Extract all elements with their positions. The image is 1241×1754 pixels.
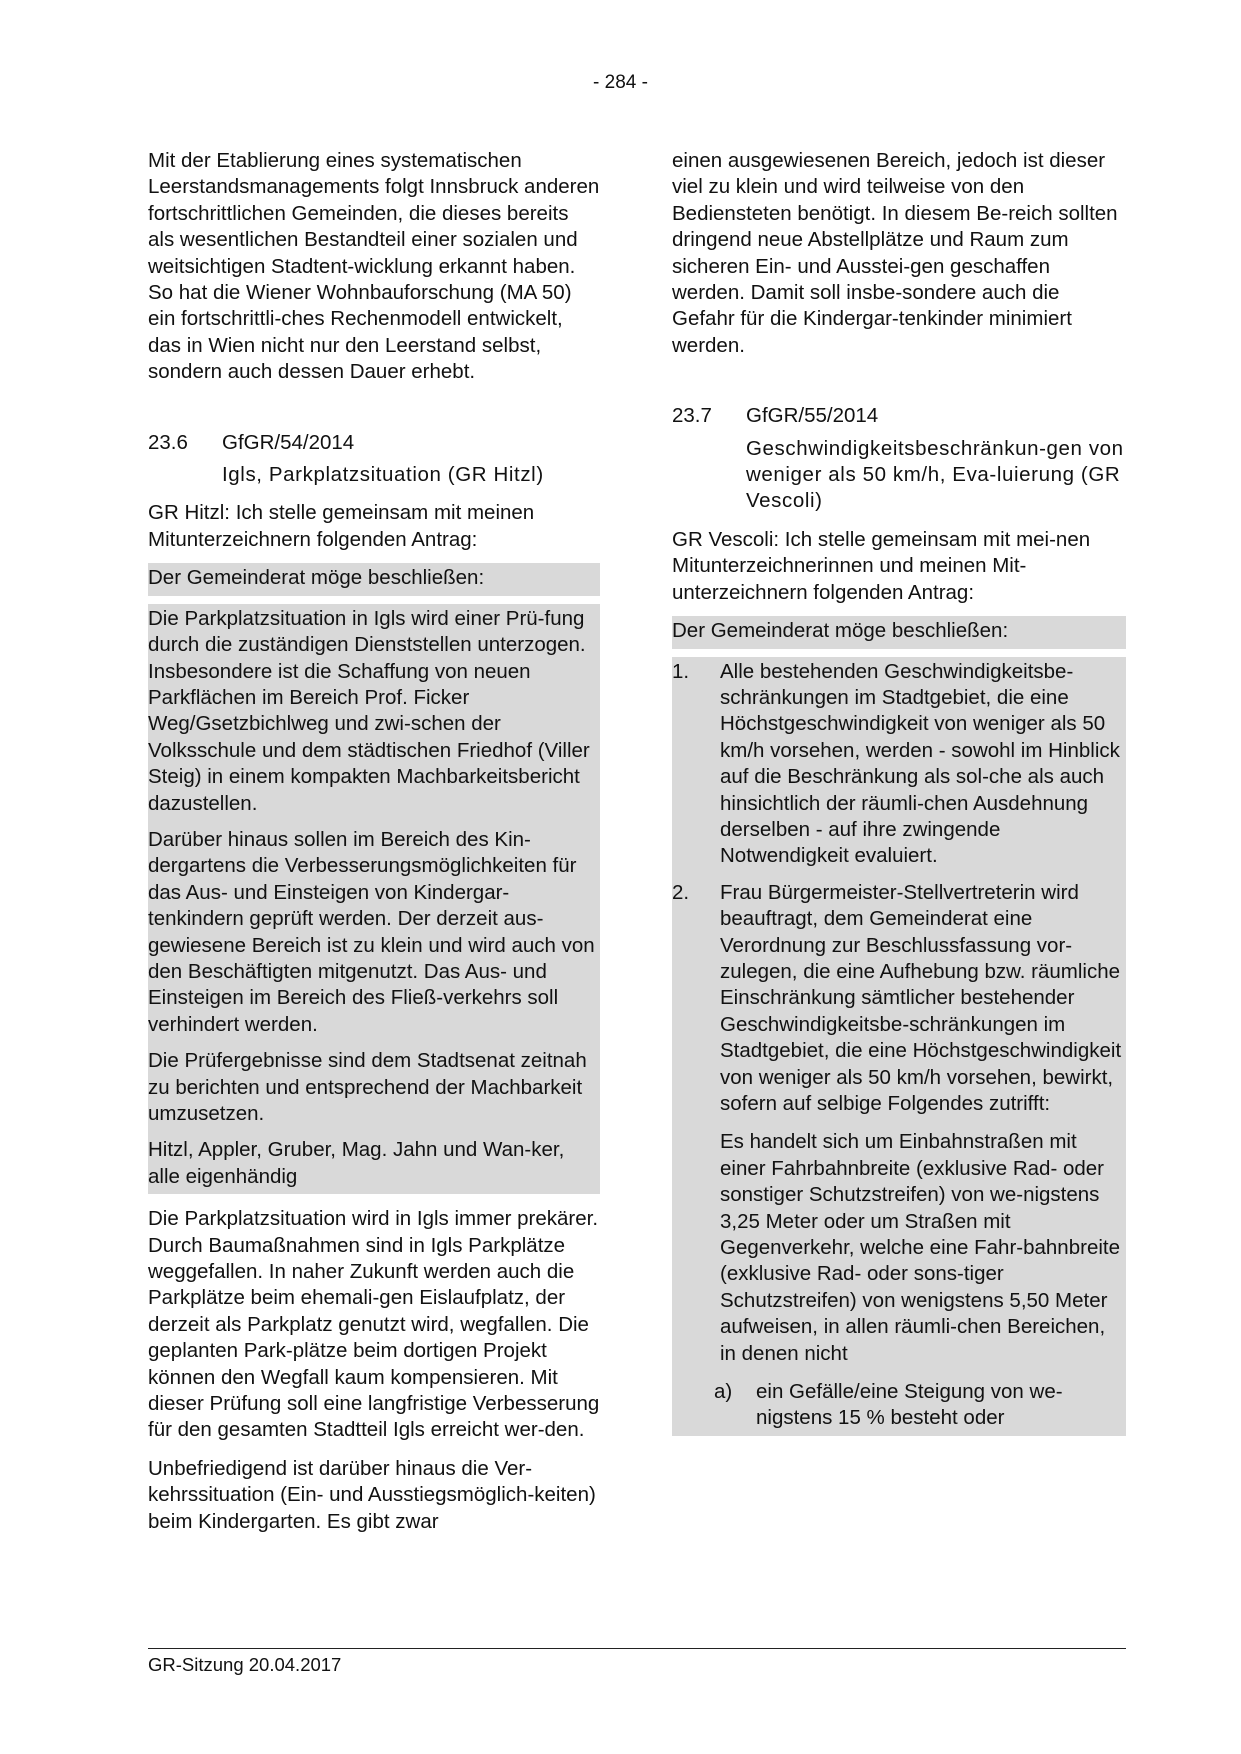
list-item (672, 659, 1126, 870)
motion-header-box (148, 563, 600, 595)
motion-header-box (672, 616, 1126, 648)
section-title: Geschwindigkeitsbeschränkun-gen von weniger als 50 km/h, Eva-luierung (GR Vescoli) (746, 436, 1124, 513)
list-marker: 2. (672, 880, 690, 904)
section-heading-23-7 (672, 403, 1126, 429)
list-item-subparagraph: Es handelt sich um Einbahnstraßen mit einer Fahrbahnbreite (exklusive Rad- oder sonstiger Schutzstreifen) von we-nigstens 3,25 Meter oder um Straßen mit Gegenverkehr, welche eine Fahr-bahnbreite (exklusive Rad- oder sons-tiger Schutzstreifen) von wenigstens 5,50 Meter aufweisen, in allen räumli-chen Bereichen, in denen nicht (720, 1130, 1120, 1365)
sub-list-item (672, 1379, 1126, 1432)
motion-paragraph: Die Prüfergebnisse sind dem Stadtsenat zeitnah zu berichten und entsprechend der Machbarkeit umzusetzen. (148, 1049, 587, 1125)
right-column (672, 148, 1126, 1436)
intro-paragraph: Mit der Etablierung eines systematischen Leerstandsmanagements folgt Innsbruck anderen fortschrittlichen Gemeinden, die dieses bereits als wesentlichen Bestandteil einer sozialen und weitsichtigen Stadtent-wicklung erkannt haben. So hat die Wiener Wohnbauforschung (MA 50) ein fortschrittli-ches Rechenmodell entwickelt, das in Wien nicht nur den Leerstand selbst, sondern auch dessen Dauer erhebt. (148, 149, 600, 384)
section-number: 23.7 (672, 404, 712, 428)
motion-paragraph: Darüber hinaus sollen im Bereich des Kin-dergartens die Verbesserungsmöglichkeiten für das Aus- und Einsteigen von Kindergar-tenkindern geprüft werden. Der derzeit aus-gewiesene Bereich ist zu klein und wird auch von den Beschäftigten mitgenutzt. Das Aus- und Einsteigen im Bereich des Fließ-verkehrs soll verhindert werden. (148, 827, 595, 1036)
continuation-paragraph: einen ausgewiesenen Bereich, jedoch ist dieser viel zu klein und wird teilweise von den Bediensteten benötigt. In diesem Be-reich sollten dringend neue Abstellplätze und Raum zum sicheren Ein- und Ausstei-gen geschaffen werden. Damit soll insbe-sondere auch die Gefahr für die Kindergar-tenkinder minimiert werden. (672, 149, 1118, 357)
section-code: GfGR/55/2014 (746, 404, 879, 428)
sub-list-marker: a) (714, 1380, 733, 1404)
footer-text: GR-Sitzung 20.04.2017 (148, 1654, 342, 1675)
speaker-intro: GR Vescoli: Ich stelle gemeinsam mit mei-nen Mitunterzeichnerinnen und meinen Mit-unterzeichnern folgenden Antrag: (672, 527, 1091, 604)
motion-box (148, 604, 600, 1195)
sub-list-item-text: ein Gefälle/eine Steigung von we-nigstens 15 % besteht oder (756, 1380, 1063, 1430)
list-marker: 1. (672, 659, 690, 683)
motion-box (672, 657, 1126, 1436)
section-number: 23.6 (148, 430, 188, 454)
body-paragraph: Unbefriedigend ist darüber hinaus die Ver-kehrssituation (Ein- und Ausstiegsmöglich-keiten) beim Kindergarten. Es gibt zwar (148, 1456, 596, 1533)
list-item-text: Frau Bürgermeister-Stellvertreterin wird beauftragt, dem Gemeinderat eine Verordnung zur Beschlussfassung vor-zulegen, die eine Aufhebung bzw. räumliche Einschränkung sämtlicher bestehender Geschwindigkeitsbe-schränkungen im Stadtgebiet, die eine Höchstgeschwindigkeit von weniger als 50 km/h vorsehen, bewirkt, sofern auf selbige Folgendes zutrifft: (720, 880, 1122, 1115)
section-code: GfGR/54/2014 (222, 430, 355, 454)
section-title: Igls, Parkplatzsituation (GR Hitzl) (222, 463, 544, 487)
motion-header: Der Gemeinderat möge beschließen: (672, 619, 1009, 643)
speaker-intro: GR Hitzl: Ich stelle gemeinsam mit meinen Mitunterzeichnern folgenden Antrag: (148, 501, 535, 551)
motion-signers: Hitzl, Appler, Gruber, Mag. Jahn und Wan-ker, alle eigenhändig (148, 1138, 565, 1188)
footer-divider (148, 1648, 1126, 1649)
list-item (672, 880, 1126, 1118)
list-item-text: Alle bestehenden Geschwindigkeitsbe-schränkungen im Stadtgebiet, die eine Höchstgeschwindigkeit von weniger als 50 km/h vorsehen, werden - sowohl im Hinblick auf die Beschränkung als sol-che als auch hinsichtlich der räumli-chen Ausdehnung derselben - auf ihre zwingende Notwendigkeit evaluiert. (720, 659, 1120, 868)
body-paragraph: Die Parkplatzsituation wird in Igls immer prekärer. Durch Baumaßnahmen sind in Igls Parkplätze weggefallen. In naher Zukunft werden auch die Parkplätze beim ehemali-gen Eislaufplatz, der derzeit als Parkplatz genutzt wird, wegfallen. Die geplanten Park-plätze beim dortigen Projekt können den Wegfall kaum kompensieren. Mit dieser Prüfung soll eine langfristige Verbesserung für den gesamten Stadtteil Igls erreicht wer-den. (148, 1207, 600, 1442)
section-heading-23-6 (148, 430, 600, 456)
left-column (148, 148, 600, 1535)
motion-paragraph: Die Parkplatzsituation in Igls wird einer Prü-fung durch die zuständigen Dienststellen unterzogen. Insbesondere ist die Schaffung von neuen Parkflächen im Bereich Prof. Ficker Weg/Gsetzbichlweg und zwi-schen der Volksschule und dem städtischen Friedhof (Viller Steig) in einem kompakten Machbarkeitsbericht dazustellen. (148, 606, 590, 815)
page-number: - 284 - (593, 72, 648, 93)
motion-header: Der Gemeinderat möge beschließen: (148, 566, 485, 590)
